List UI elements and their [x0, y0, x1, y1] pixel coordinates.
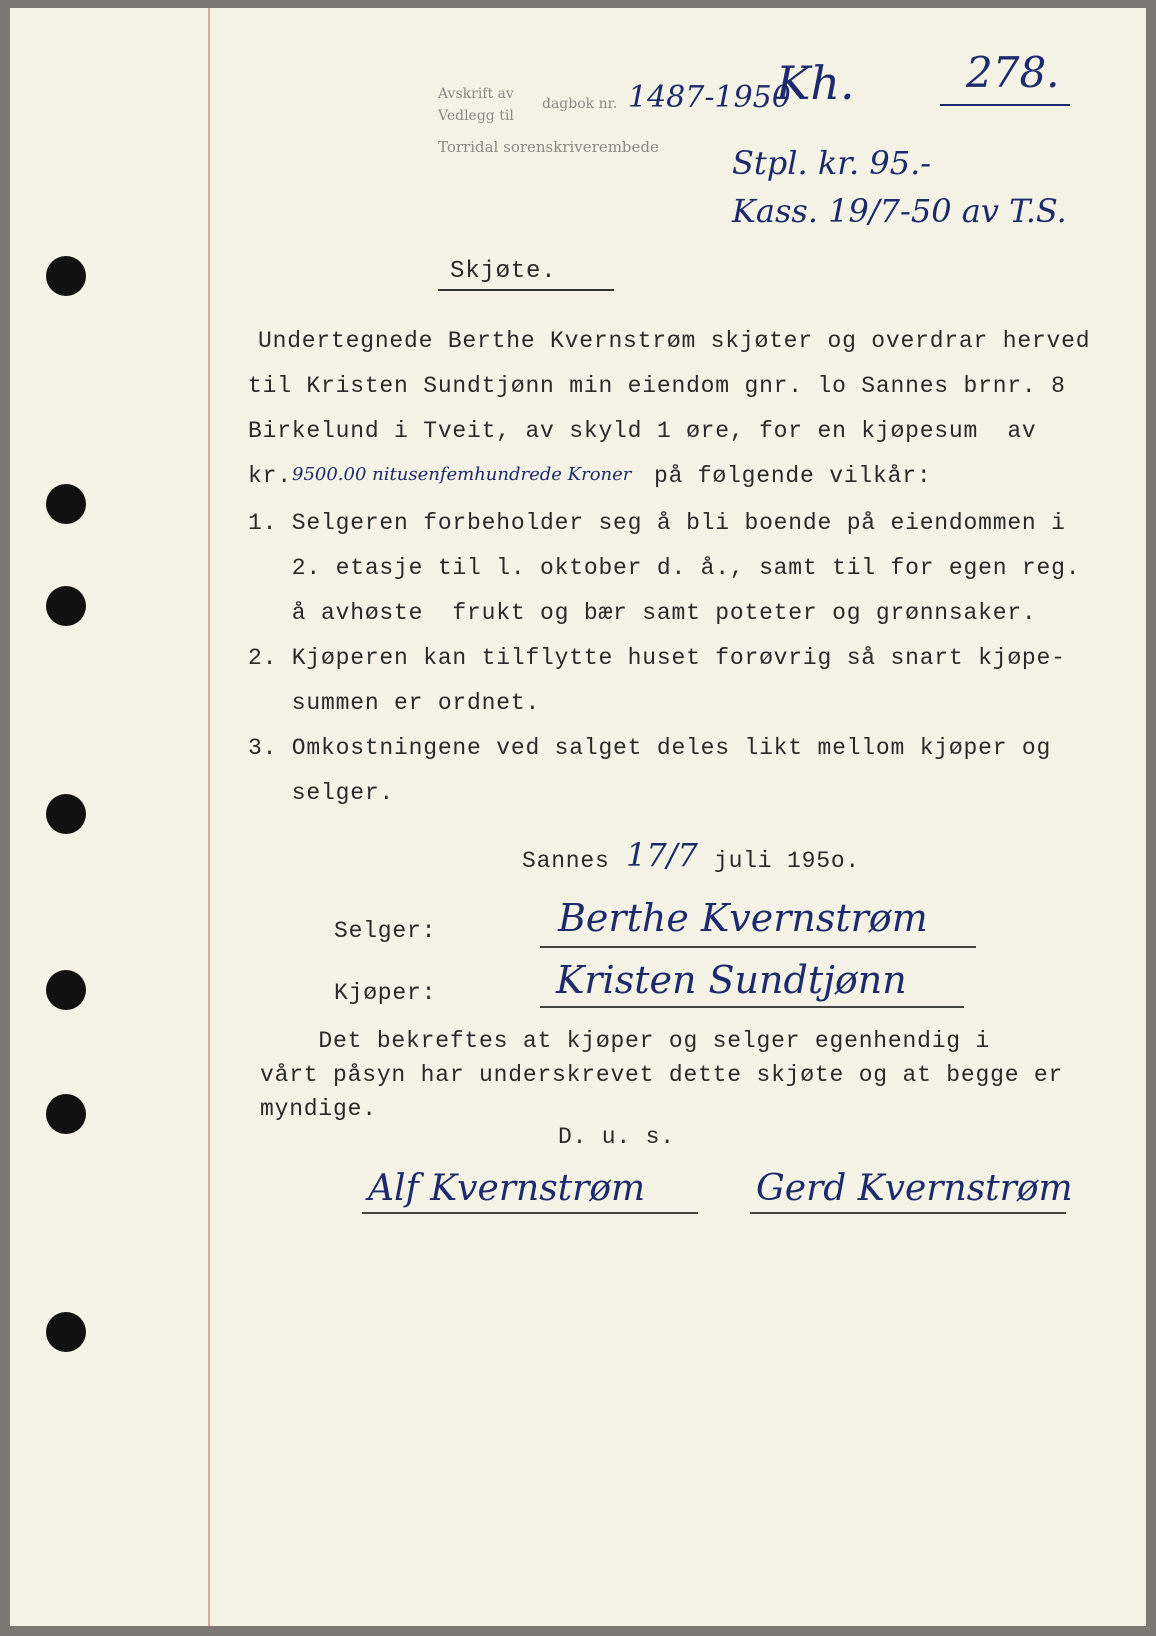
stamp-line-1: Avskrift av: [438, 86, 514, 102]
punch-hole: [46, 794, 86, 834]
condition-line: 2. etasje til l. oktober d. å., samt til for egen reg.: [248, 555, 1081, 581]
place: Sannes: [522, 848, 610, 874]
date-handwritten: 17/7: [626, 836, 698, 874]
para-line-1: Undertegnede Berthe Kvernstrøm skjøter og overdrar herved: [258, 328, 1091, 354]
price-prefix: kr.: [248, 463, 292, 489]
punch-hole: [46, 256, 86, 296]
initials: Kh.: [776, 56, 855, 110]
condition-line: å avhøste frukt og bær samt poteter og grønnsaker.: [248, 600, 1037, 626]
document-page: [10, 8, 1146, 1626]
stamp-office: Torridal sorenskriverembede: [438, 138, 659, 156]
title-underline: [438, 289, 614, 291]
condition-line: summen er ordnet.: [248, 690, 541, 716]
condition-line: selger.: [248, 780, 395, 806]
para-line-2: til Kristen Sundtjønn min eiendom gnr. lo Sannes brnr. 8: [248, 373, 1066, 399]
witness-1-signature: Alf Kvernstrøm: [368, 1168, 646, 1209]
cashier-note: Kass. 19/7-50 av T.S.: [732, 192, 1067, 230]
margin-line: [208, 8, 210, 1626]
stamp-line-2: Vedlegg til: [438, 108, 514, 124]
page-number: 278.: [966, 48, 1060, 97]
condition-line: 2. Kjøperen kan tilflytte huset forøvrig så snart kjøpe-: [248, 645, 1066, 671]
buyer-signature: Kristen Sundtjønn: [556, 958, 907, 1002]
condition-line: 1. Selgeren forbeholder seg å bli boende på eiendommen i: [248, 510, 1066, 536]
price-handwritten: 9500.00 nitusenfemhundrede Kroner: [292, 464, 632, 485]
attest-line-2: vårt påsyn har underskrevet dette skjøte og at begge er: [260, 1062, 1064, 1088]
para-line-3: Birkelund i Tveit, av skyld 1 øre, for en kjøpesum av: [248, 418, 1037, 444]
punch-hole: [46, 970, 86, 1010]
witness-2-signature: Gerd Kvernstrøm: [756, 1168, 1073, 1209]
punch-hole: [46, 484, 86, 524]
buyer-label: Kjøper:: [334, 980, 437, 1006]
stamp-fee-note: Stpl. kr. 95.-: [732, 144, 932, 182]
dagbok-number: 1487-1950: [628, 80, 791, 115]
punch-hole: [46, 586, 86, 626]
witness-1-signature-line: [362, 1212, 698, 1214]
seller-signature: Berthe Kvernstrøm: [558, 896, 928, 940]
page-number-underline: [940, 104, 1070, 106]
attest-line-1: Det bekreftes at kjøper og selger egenhendig i: [260, 1028, 991, 1054]
document-title: Skjøte.: [450, 258, 557, 285]
condition-line: 3. Omkostningene ved salget deles likt mellom kjøper og: [248, 735, 1052, 761]
price-suffix: på følgende vilkår:: [654, 463, 932, 489]
witness-2-signature-line: [750, 1212, 1066, 1214]
date-rest: juli 195o.: [714, 848, 861, 874]
punch-hole: [46, 1312, 86, 1352]
punch-hole: [46, 1094, 86, 1134]
attest-line-3: myndige.: [260, 1096, 377, 1122]
seller-signature-line: [540, 946, 976, 948]
buyer-signature-line: [540, 1006, 964, 1008]
stamp-dagbok: dagbok nr.: [542, 96, 618, 112]
seller-label: Selger:: [334, 918, 437, 944]
dus: D. u. s.: [558, 1124, 675, 1150]
